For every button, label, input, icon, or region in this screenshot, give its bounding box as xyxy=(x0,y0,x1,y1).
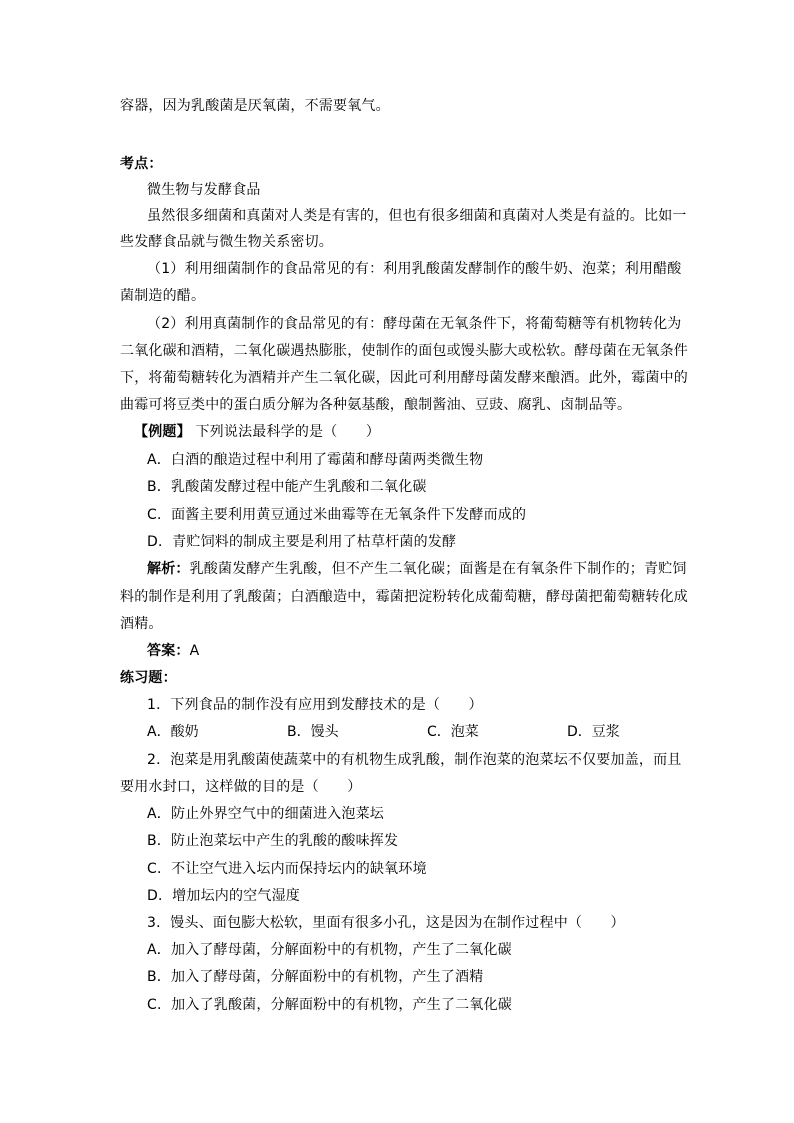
option-d: D．青贮饲料的制成主要是利用了枯草杆菌的发酵 xyxy=(147,534,457,550)
answer-value: A xyxy=(189,643,200,659)
question-1: 1．下列食品的制作没有应用到发酵技术的是（ ） xyxy=(147,697,483,713)
section-heading-exercises: 练习题： xyxy=(120,670,177,686)
q2-option-b: B．防止泡菜坛中产生的乳酸的酸味挥发 xyxy=(147,833,399,849)
text-line: 二氧化碳和酒精，二氧化碳遇热膨胀，使制作的面包或馒头膨大或松软。酵母菌在无氧条件 xyxy=(120,343,688,359)
analysis-label: 解析： xyxy=(147,561,190,577)
analysis-line xyxy=(147,560,687,578)
text-line: 容器，因为乳酸菌是厌氧菌，不需要氧气。 xyxy=(120,98,390,114)
analysis-text: 乳酸菌发酵产生乳酸，但不产生二氧化碳；面酱是在有氧条件下制作的；青贮饲 xyxy=(189,561,687,577)
answer-line xyxy=(147,642,199,660)
q2-option-d: D．增加坛内的空气湿度 xyxy=(147,888,300,904)
q3-option-c: C．加入了乳酸菌，分解面粉中的有机物，产生了二氧化碳 xyxy=(147,997,512,1013)
text-line: 下，将葡萄糖转化为酒精并产生二氧化碳，因此可利用酵母菌发酵来酿酒。此外，霉菌中的 xyxy=(120,370,688,386)
answer-label: 答案： xyxy=(147,643,190,659)
question-3: 3．馒头、面包膨大松软，里面有很多小孔，这是因为在制作过程中（ ） xyxy=(147,915,625,931)
text-line: 要用水封口，这样做的目的是（ ） xyxy=(120,779,362,795)
q1-option-d: D．豆浆 xyxy=(567,724,620,740)
q3-option-a: A．加入了酵母菌，分解面粉中的有机物，产生了二氧化碳 xyxy=(147,942,512,958)
text-line: 菌制造的醋。 xyxy=(120,288,206,304)
example-question xyxy=(134,423,380,441)
text-line: 虽然很多细菌和真菌对人类是有害的，但也有很多细菌和真菌对人类是有益的。比如一 xyxy=(147,208,687,224)
text-line: （2）利用真菌制作的食品常见的有：酵母菌在无氧条件下，将葡萄糖等有机物转化为 xyxy=(147,316,682,332)
text-line: （1）利用细菌制作的食品常见的有：利用乳酸菌发酵制作的酸牛奶、泡菜；利用醋酸 xyxy=(147,261,682,277)
q1-option-c: C．泡菜 xyxy=(427,724,479,740)
topic-title: 微生物与发酵食品 xyxy=(147,182,261,198)
q2-option-c: C．不让空气进入坛内而保持坛内的缺氧环境 xyxy=(147,861,427,877)
text-line: 酒精。 xyxy=(120,616,163,632)
text-line: 些发酵食品就与微生物关系密切。 xyxy=(120,234,333,250)
section-heading-kaodian: 考点： xyxy=(120,156,163,172)
example-question-text: 下列说法最科学的是（ ） xyxy=(190,424,381,440)
option-a: A．白酒的酿造过程中利用了霉菌和酵母菌两类微生物 xyxy=(147,452,484,468)
text-line: 料的制作是利用了乳酸菌；白酒酿造中，霉菌把淀粉转化成葡萄糖，酵母菌把葡萄糖转化成 xyxy=(120,589,688,605)
option-b: B．乳酸菌发酵过程中能产生乳酸和二氧化碳 xyxy=(147,479,427,495)
text-line: 曲霉可将豆类中的蛋白质分解为各种氨基酸，酿制酱油、豆豉、腐乳、卤制品等。 xyxy=(120,397,632,413)
question-2: 2．泡菜是用乳酸菌使蔬菜中的有机物生成乳酸，制作泡菜的泡菜坛不仅要加盖，而且 xyxy=(147,752,682,768)
q2-option-a: A．防止外界空气中的细菌进入泡菜坛 xyxy=(147,806,384,822)
q1-option-b: B．馒头 xyxy=(287,724,339,740)
q3-option-b: B．加入了酵母菌，分解面粉中的有机物，产生了酒精 xyxy=(147,969,484,985)
example-label: 【例题】 xyxy=(134,424,191,440)
q1-option-a: A．酸奶 xyxy=(147,724,199,740)
option-c: C．面酱主要利用黄豆通过米曲霉等在无氧条件下发酵而成的 xyxy=(147,507,527,523)
